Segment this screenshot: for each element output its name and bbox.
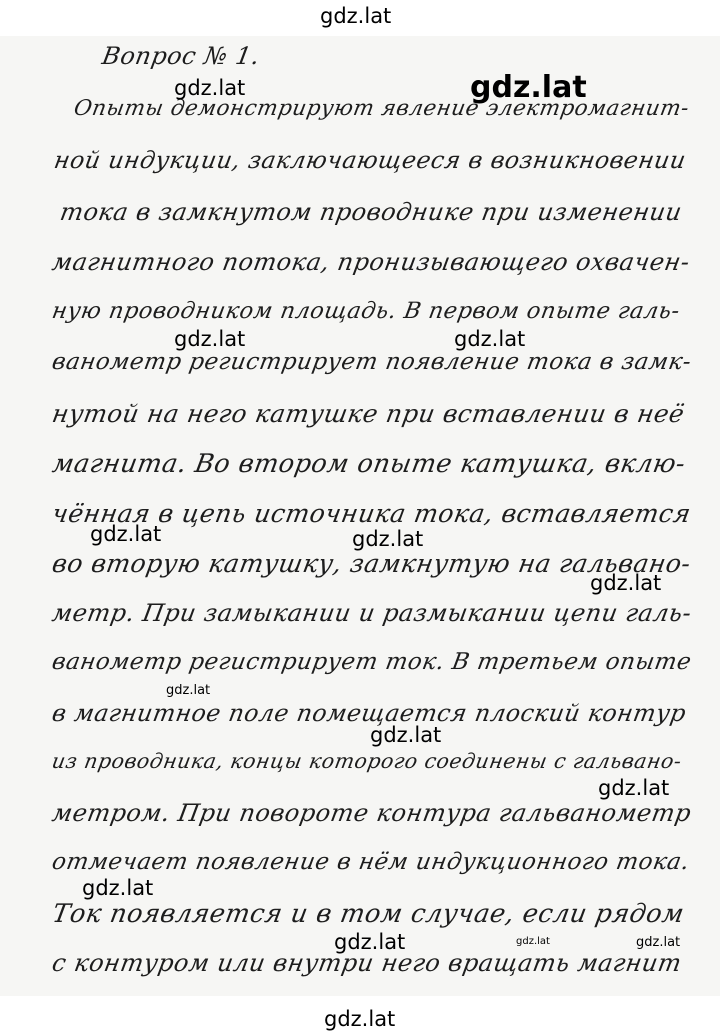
handwritten-line-16: отмечает появление в нём индукционного тока.	[50, 849, 692, 875]
watermark-bottom: gdz.lat	[324, 1007, 396, 1031]
handwritten-line-17: Ток появляется и в том случае, если рядом	[50, 899, 687, 929]
watermark-overlay: gdz.lat	[334, 930, 406, 954]
homework-sheet	[0, 36, 720, 996]
handwritten-line-11: метр. При замыкании и размыкании цепи галь-	[50, 599, 694, 627]
handwritten-line-12: ванометр регистрирует ток. В третьем опыте	[50, 649, 694, 675]
watermark-overlay: gdz.lat	[516, 936, 550, 947]
watermark-overlay: gdz.lat	[174, 327, 246, 351]
watermark-overlay: gdz.lat	[598, 776, 670, 800]
handwritten-line-6: ванометр регистрирует появление тока в замк-	[50, 349, 694, 375]
handwritten-line-3: тока в замкнутом проводнике при изменении	[58, 198, 685, 226]
watermark-overlay: gdz.lat	[370, 723, 442, 747]
handwritten-line-8: магнита. Во втором опыте катушка, вклю-	[50, 449, 688, 479]
watermark-overlay: gdz.lat	[636, 935, 681, 950]
watermark-overlay: gdz.lat	[454, 327, 526, 351]
handwritten-line-9: чённая в цепь источника тока, вставляется	[50, 499, 694, 528]
watermark-overlay: gdz.lat	[352, 527, 424, 551]
watermark-overlay: gdz.lat	[590, 571, 662, 595]
watermark-top: gdz.lat	[320, 4, 392, 28]
handwritten-line-5: ную проводником площадь. В первом опыте галь-	[50, 298, 682, 324]
handwritten-line-18: с контуром или внутри него вращать магнит	[50, 949, 684, 977]
watermark-overlay: gdz.lat	[174, 76, 246, 100]
handwritten-line-14: из проводника, концы которого соединены с гальвано-	[50, 749, 684, 773]
handwritten-line-13: в магнитное поле помещается плоский контур	[50, 699, 689, 727]
handwritten-line-7: нутой на него катушке при вставлении в неё	[50, 399, 687, 428]
watermark-overlay: gdz.lat	[82, 876, 154, 900]
watermark-overlay: gdz.lat	[90, 522, 162, 546]
watermark-overlay: gdz.lat	[166, 683, 211, 698]
handwritten-line-15: метром. При повороте контура гальванометр	[50, 799, 694, 827]
handwritten-line-10: во вторую катушку, замкнутую на гальвано-	[50, 549, 694, 578]
question-heading: Вопрос № 1.	[100, 42, 263, 70]
watermark-logo: gdz.lat	[470, 70, 587, 105]
handwritten-line-4: магнитного потока, пронизывающего охвачен-	[50, 248, 693, 276]
handwritten-line-2: ной индукции, заключающееся в возникновении	[52, 146, 689, 174]
handwritten-line-1: Опыты демонстрируют явление электромагнит-	[72, 96, 692, 121]
